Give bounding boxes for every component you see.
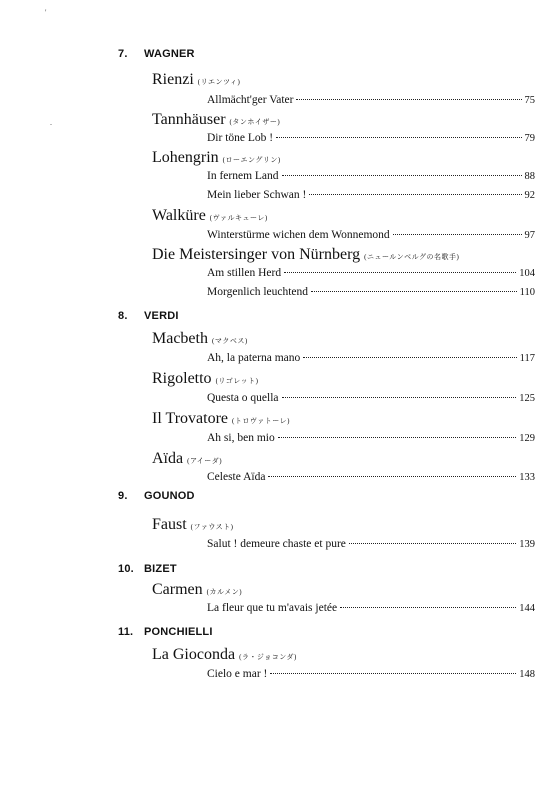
opera-title [152, 111, 280, 129]
aria-title: In fernem Land [207, 170, 279, 182]
dot-leader [268, 476, 516, 477]
page-number: 125 [519, 393, 535, 404]
aria-title: Allmächt'ger Vater [207, 94, 294, 106]
aria-entry[interactable] [207, 602, 535, 614]
opera-name: Faust [152, 516, 187, 533]
opera-name: Walküre [152, 207, 206, 224]
opera-kana: (アイーダ) [187, 457, 223, 465]
page-number: 104 [519, 268, 535, 279]
aria-entry[interactable] [207, 94, 535, 106]
dot-leader [296, 99, 521, 100]
dot-leader [270, 673, 516, 674]
opera-kana: (マクベス) [211, 337, 248, 345]
opera-title [152, 450, 222, 468]
opera-name: Rigoletto [152, 370, 212, 387]
dot-leader [278, 437, 517, 438]
aria-title: Winterstürme wichen dem Wonnemond [207, 229, 390, 241]
dot-leader [276, 137, 521, 138]
opera-name: Il Trovatore [152, 410, 228, 427]
aria-entry[interactable] [207, 267, 535, 279]
opera-title [152, 246, 459, 264]
section-number: 8. [118, 310, 128, 322]
dot-leader [282, 397, 517, 398]
dot-leader [309, 194, 521, 195]
page-number: 88 [524, 171, 535, 182]
aria-entry[interactable] [207, 392, 535, 404]
stray-dot: . [50, 118, 52, 127]
aria-title: Celeste Aïda [207, 471, 266, 483]
opera-kana: (リエンツィ) [197, 78, 241, 86]
opera-name: Lohengrin [152, 149, 219, 166]
section-number: 11. [118, 626, 134, 638]
composer-name: VERDI [144, 310, 179, 322]
stray-mark: ' [45, 8, 47, 17]
composer-heading [118, 626, 213, 638]
aria-entry[interactable] [207, 668, 535, 680]
aria-title: Dir töne Lob ! [207, 132, 274, 144]
dot-leader [340, 607, 516, 608]
opera-kana: (リゴレット) [215, 377, 259, 385]
aria-title: Ah, la paterna mano [207, 352, 301, 364]
page-number: 117 [519, 353, 535, 364]
opera-kana: (タンホイザー) [229, 118, 281, 126]
aria-title: Morgenlich leuchtend [207, 286, 309, 298]
aria-entry[interactable] [207, 538, 535, 550]
section-number: 7. [118, 48, 128, 60]
opera-kana: (ヴァルキューレ) [209, 214, 268, 222]
opera-title [152, 330, 248, 348]
aria-title: Am stillen Herd [207, 267, 282, 279]
opera-title [152, 646, 297, 664]
aria-title: Ah si, ben mio [207, 432, 275, 444]
dot-leader [282, 175, 522, 176]
composer-name: PONCHIELLI [144, 626, 213, 638]
dot-leader [349, 543, 516, 544]
aria-entry[interactable] [207, 132, 535, 144]
aria-title: Mein lieber Schwan ! [207, 189, 307, 201]
aria-title: Cielo e mar ! [207, 668, 268, 680]
opera-kana: (ファウスト) [190, 523, 234, 531]
composer-heading [118, 563, 177, 575]
composer-heading [118, 310, 179, 322]
opera-kana: (ラ・ジョコンダ) [239, 653, 297, 661]
page-number: 79 [524, 133, 535, 144]
aria-entry[interactable] [207, 352, 535, 364]
opera-name: Aïda [152, 450, 184, 467]
opera-name: Macbeth [152, 330, 208, 347]
page-number: 92 [524, 190, 535, 201]
aria-entry[interactable] [207, 170, 535, 182]
aria-entry[interactable] [207, 471, 535, 483]
composer-heading [118, 490, 195, 502]
dot-leader [303, 357, 516, 358]
opera-title [152, 149, 281, 167]
dot-leader [393, 234, 522, 235]
opera-name: Rienzi [152, 71, 194, 88]
opera-name: Die Meistersinger von Nürnberg [152, 246, 361, 263]
section-number: 9. [118, 490, 128, 502]
opera-title [152, 581, 242, 599]
aria-entry[interactable] [207, 229, 535, 241]
page-number: 139 [519, 539, 535, 550]
page-number: 110 [519, 287, 535, 298]
opera-kana: (ローエングリン) [222, 156, 281, 164]
page-number: 148 [519, 669, 535, 680]
page-number: 144 [519, 603, 535, 614]
opera-name: Tannhäuser [152, 111, 226, 128]
aria-title: La fleur que tu m'avais jetée [207, 602, 338, 614]
opera-title [152, 71, 240, 89]
composer-name: BIZET [144, 563, 177, 575]
aria-title: Questa o quella [207, 392, 279, 404]
page-number: 133 [519, 472, 535, 483]
aria-entry[interactable] [207, 432, 535, 444]
opera-name: La Gioconda [152, 646, 236, 663]
opera-title [152, 410, 290, 428]
opera-title [152, 370, 259, 388]
opera-name: Carmen [152, 581, 203, 598]
aria-entry[interactable] [207, 189, 535, 201]
composer-name: WAGNER [144, 48, 195, 60]
dot-leader [284, 272, 516, 273]
composer-name: GOUNOD [144, 490, 195, 502]
dot-leader [311, 291, 517, 292]
aria-title: Salut ! demeure chaste et pure [207, 538, 346, 550]
composer-heading [118, 48, 195, 60]
aria-entry[interactable] [207, 286, 535, 298]
page-number: 97 [524, 230, 535, 241]
section-number: 10. [118, 563, 134, 575]
page-number: 75 [524, 95, 535, 106]
opera-title [152, 516, 233, 534]
opera-title [152, 207, 268, 225]
opera-kana: (カルメン) [206, 588, 243, 596]
opera-kana: (ニュールンベルグの名歌手) [364, 253, 460, 261]
page-number: 129 [519, 433, 535, 444]
opera-kana: (トロヴァトーレ) [232, 417, 290, 425]
